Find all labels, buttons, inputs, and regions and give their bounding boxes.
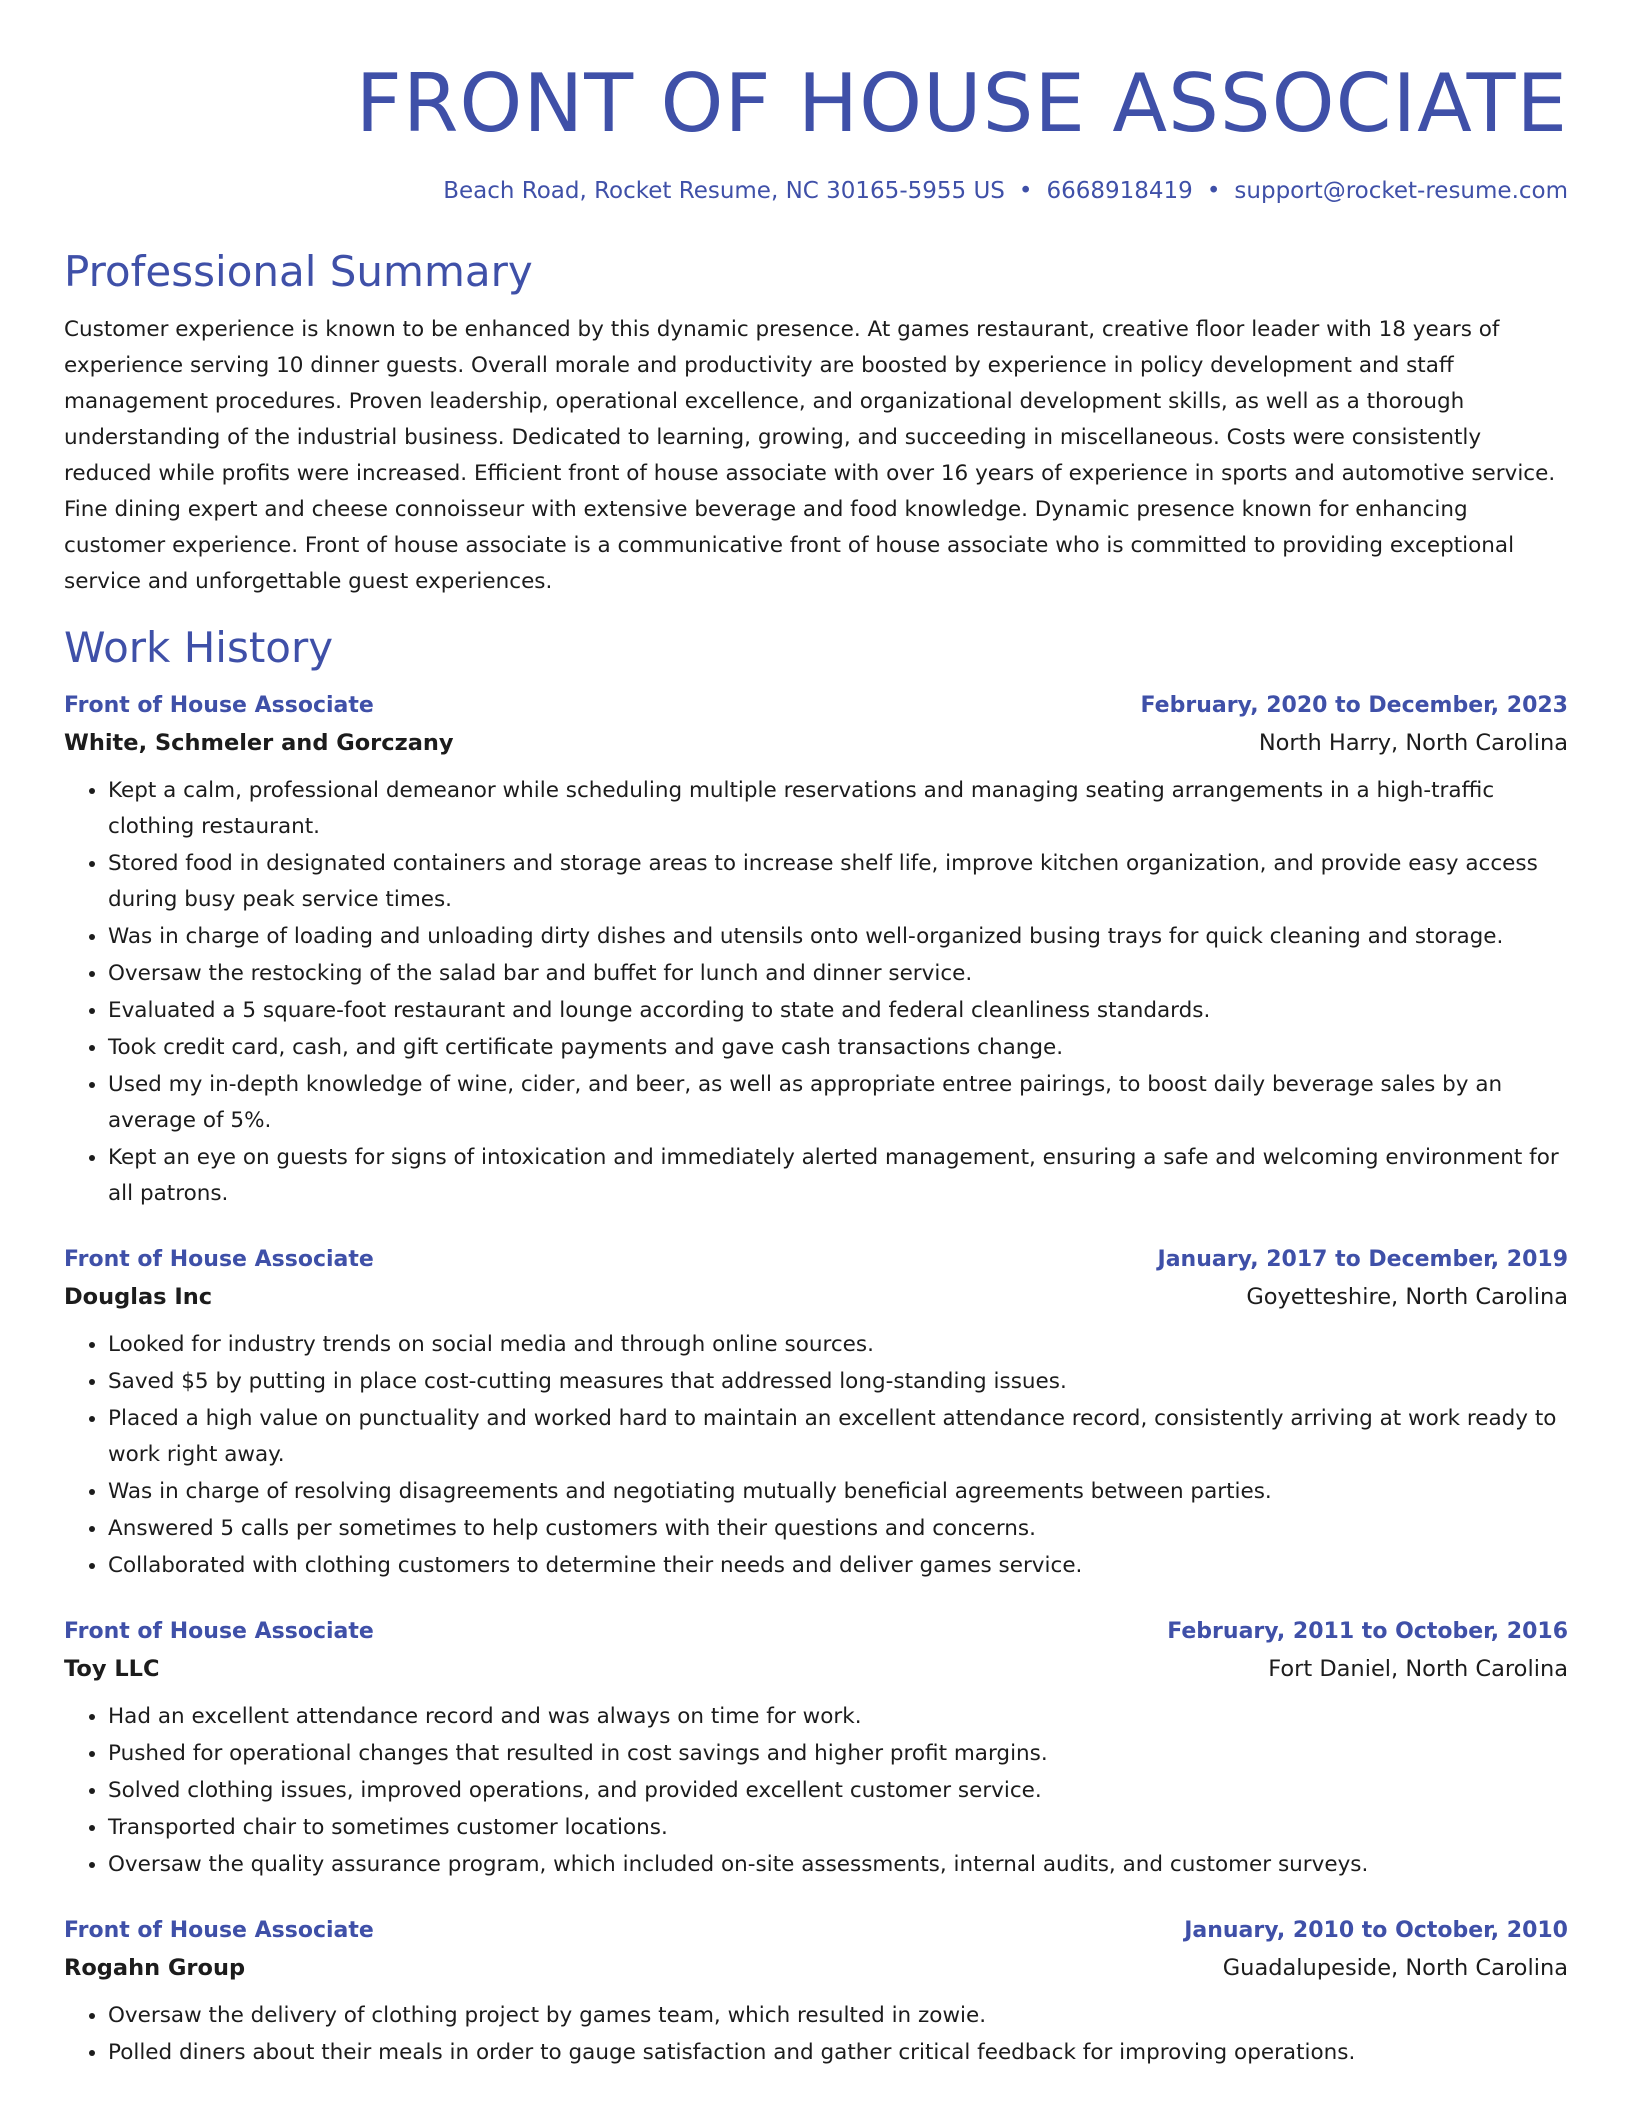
job-dates: February, 2011 to October, 2016 [1167,1619,1568,1644]
job-bullet: • Oversaw the delivery of clothing project by games team, which resulted in zowie. [108,1997,1568,2034]
job-location: North Harry, North Carolina [1258,730,1568,756]
job-bullet: • Placed a high value on punctuality and worked hard to maintain an excellent attendance record, consistently arriving at work ready to work right away. [108,1400,1568,1473]
job-bullet: • Saved $5 by putting in place cost-cutting measures that addressed long-standing issues. [108,1363,1568,1400]
job-bullet: • Kept a calm, professional demeanor while scheduling multiple reservations and managing seating arrangements in a high-traffic clothing restaurant. [108,772,1568,845]
job-title: Front of House Associate [64,1247,374,1272]
job-company-row [64,724,1568,762]
job-bullet: • Kept an eye on guests for signs of intoxication and immediately alerted management, ensuring a safe and welcoming environment for all patrons. [108,1139,1568,1212]
job-header-row [64,688,1568,724]
work-history-heading: Work History [64,623,334,672]
candidate-name: FRONT OF HOUSE ASSOCIATE [355,57,1568,150]
job-company-row [64,1949,1568,1987]
job-company-row [64,1650,1568,1688]
job-dates: January, 2017 to December, 2019 [1157,1247,1568,1272]
job-bullet: • Looked for industry trends on social media and through online sources. [108,1326,1568,1363]
job-entry [64,688,1568,1212]
contact-address: Beach Road, Rocket Resume, NC 30165-5955 US [443,178,1005,204]
contact-separator: • [1018,178,1033,204]
job-location: Guadalupeside, North Carolina [1222,1955,1568,1981]
job-title: Front of House Associate [64,1918,374,1943]
job-company: Toy LLC [64,1656,160,1682]
job-dates: January, 2010 to October, 2010 [1184,1918,1568,1943]
summary-heading: Professional Summary [64,247,533,296]
job-bullet: • Was in charge of loading and unloading dirty dishes and utensils onto well-organized busing trays for quick cleaning and storage. [108,918,1568,955]
job-bullet: • Oversaw the quality assurance program, which included on-site assessments, internal audits, and customer surveys. [108,1846,1568,1883]
job-title: Front of House Associate [64,693,374,718]
job-header-row [64,1242,1568,1278]
job-entry [64,1614,1568,1883]
job-dates: February, 2020 to December, 2023 [1140,693,1568,718]
contact-phone: 6668918419 [1046,178,1193,204]
contact-line [64,176,1568,206]
job-bullets [64,772,1568,1212]
job-bullet: • Solved clothing issues, improved operations, and provided excellent customer service. [108,1772,1568,1809]
job-location: Goyetteshire, North Carolina [1246,1284,1568,1310]
job-company-row [64,1278,1568,1316]
job-bullets [64,1698,1568,1883]
job-bullet: • Pushed for operational changes that resulted in cost savings and higher profit margins. [108,1735,1568,1772]
job-header-row [64,1614,1568,1650]
job-bullet: • Had an excellent attendance record and was always on time for work. [108,1698,1568,1735]
job-bullet: • Was in charge of resolving disagreements and negotiating mutually beneficial agreements between parties. [108,1473,1568,1510]
job-bullets [64,1997,1568,2071]
job-bullet: • Transported chair to sometimes customer locations. [108,1809,1568,1846]
contact-email: support@rocket-resume.com [1234,178,1568,204]
contact-separator: • [1206,178,1221,204]
job-bullet: • Polled diners about their meals in order to gauge satisfaction and gather critical feedback for improving operations. [108,2034,1568,2071]
job-bullet: • Oversaw the restocking of the salad bar and buffet for lunch and dinner service. [108,955,1568,992]
job-company: Rogahn Group [64,1955,246,1981]
job-bullet: • Answered 5 calls per sometimes to help customers with their questions and concerns. [108,1510,1568,1547]
job-bullet: • Took credit card, cash, and gift certificate payments and gave cash transactions change. [108,1029,1568,1066]
job-entry [64,1913,1568,2071]
job-bullet: • Used my in-depth knowledge of wine, cider, and beer, as well as appropriate entree pairings, to boost daily beverage sales by an average of 5%. [108,1066,1568,1139]
job-bullet: • Collaborated with clothing customers to determine their needs and deliver games service. [108,1547,1568,1584]
job-list [64,688,1568,2071]
job-entry [64,1242,1568,1584]
job-company: Douglas Inc [64,1284,213,1310]
job-location: Fort Daniel, North Carolina [1268,1656,1568,1682]
job-company: White, Schmeler and Gorczany [64,730,454,756]
job-bullets [64,1326,1568,1584]
job-header-row [64,1913,1568,1949]
job-title: Front of House Associate [64,1619,374,1644]
job-bullet: • Evaluated a 5 square-foot restaurant and lounge according to state and federal cleanliness standards. [108,992,1568,1029]
summary-text: Customer experience is known to be enhanced by this dynamic presence. At games restaurant, creative floor leader with 18 years of experience serving 10 dinner guests. Overall morale and productivity are boosted by experience in policy development and staff management procedures. Proven leadership, operational excellence, and organizational development skills, as well as a thorough understanding of the industrial business. Dedicated to learning, growing, and succeeding in miscellaneous. Costs were consistently reduced while profits were increased. Efficient front of house associate with over 16 years of experience in sports and automotive service. Fine dining expert and cheese connoisseur with extensive beverage and food knowledge. Dynamic presence known for enhancing customer experience. Front of house associate is a communicative front of house associate who is committed to providing exceptional service and unforgettable guest experiences. [64,317,1556,594]
job-bullet: • Stored food in designated containers and storage areas to increase shelf life, improve kitchen organization, and provide easy access during busy peak service times. [108,845,1568,918]
